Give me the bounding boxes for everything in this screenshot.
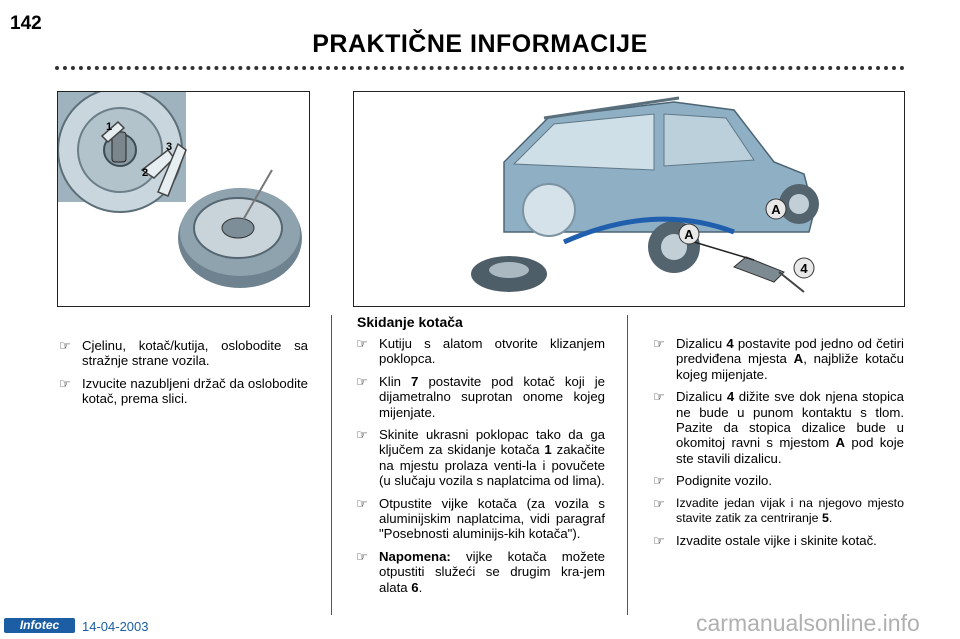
pointing-hand-icon: ☞	[356, 495, 368, 511]
instruction-item: ☞ Izvucite nazubljeni držač da oslobodite kotač, prema slici.	[59, 375, 308, 407]
instruction-item: ☞ Podignite vozilo.	[653, 473, 773, 489]
instruction-item: ☞ Izvadite jedan vijak i na njegovo mjesto stavite zatik za centriranje 5.	[653, 495, 904, 526]
page-number: 142	[10, 13, 42, 34]
instruction-item: ☞ Dizalicu 4 postavite pod jedno od četiri predviđena mjesta A, najbliže kotaču kojeg mijenjate.	[653, 336, 904, 382]
pointing-hand-icon: ☞	[356, 427, 368, 443]
instruction-item: ☞ Skinite ukrasni poklopac tako da ga ključem za skidanje kotača 1 zakačite na mjestu prolaza venti-la i povučete (u slučaju vozila s naplatcima od lima).	[356, 427, 605, 489]
infotec-logo: Infotec	[4, 618, 75, 633]
instruction-item: ☞ Cjelinu, kotač/kutija, oslobodite sa stražnje strane vozila.	[59, 338, 308, 369]
label-a-2: A	[771, 202, 781, 217]
section-heading: Skidanje kotača	[357, 314, 463, 330]
instruction-item: ☞ Otpustite vijke kotača (za vozila s aluminijskim naplatcima, vidi paragraf "Posebnosti aluminijs-kih kotača").	[356, 495, 605, 542]
pointing-hand-icon: ☞	[59, 338, 71, 353]
pointing-hand-icon: ☞	[653, 533, 665, 549]
instruction-item: ☞ Napomena: vijke kotača možete otpustiti služeći se drugim kra-jem alata 6.	[356, 548, 605, 595]
leader-line	[694, 242, 754, 260]
tyre-hub	[222, 218, 254, 238]
instruction-item: ☞ Klin 7 postavite pod kotač koji je dijametralno suprotan onome kojeg mijenjate.	[356, 373, 605, 420]
pointing-hand-icon: ☞	[653, 336, 665, 351]
label-3: 3	[166, 141, 173, 153]
right-column	[652, 336, 904, 556]
watermark: carmanualsonline.info	[696, 610, 920, 636]
column-divider	[627, 315, 628, 615]
label-2: 2	[142, 167, 149, 179]
footer-date: 14-04-2003	[82, 619, 149, 634]
label-4: 4	[800, 261, 808, 276]
pointing-hand-icon: ☞	[59, 375, 71, 391]
column-divider	[331, 315, 332, 615]
spare-wheel-illustration	[58, 92, 309, 306]
instruction-item: ☞ Dizalicu 4 dižite sve dok njena stopica ne bude u punom kontaktu s tlom. Pazite da stopica dizalice bude u okomitoj ravni s mjestom A pod koje ste stavili dizalicu.	[653, 389, 904, 466]
car-illustration	[354, 92, 904, 306]
boot-spare-wheel	[523, 184, 575, 236]
instruction-item: ☞ Izvadite ostale vijke i skinite kotač.	[653, 533, 877, 549]
spare-wheel-figure	[57, 91, 310, 307]
pointing-hand-icon: ☞	[356, 373, 368, 389]
label-1: 1	[106, 121, 113, 133]
page-title: PRAKTIČNE INFORMACIJE	[312, 30, 648, 58]
middle-column	[355, 336, 605, 602]
spare-wheel-rim	[489, 262, 529, 278]
instruction-item: ☞ Kutiju s alatom otvorite klizanjem poklopca.	[356, 336, 605, 367]
left-column	[58, 338, 308, 414]
title-divider	[55, 66, 905, 70]
jack	[734, 257, 784, 282]
car-jack-figure	[353, 91, 905, 307]
pointing-hand-icon: ☞	[356, 548, 368, 564]
pointing-hand-icon: ☞	[653, 495, 665, 511]
front-wheel-rim	[789, 194, 809, 214]
pointing-hand-icon: ☞	[356, 336, 368, 351]
label-a-1: A	[684, 227, 694, 242]
pointing-hand-icon: ☞	[653, 389, 665, 405]
pointing-hand-icon: ☞	[653, 473, 665, 489]
